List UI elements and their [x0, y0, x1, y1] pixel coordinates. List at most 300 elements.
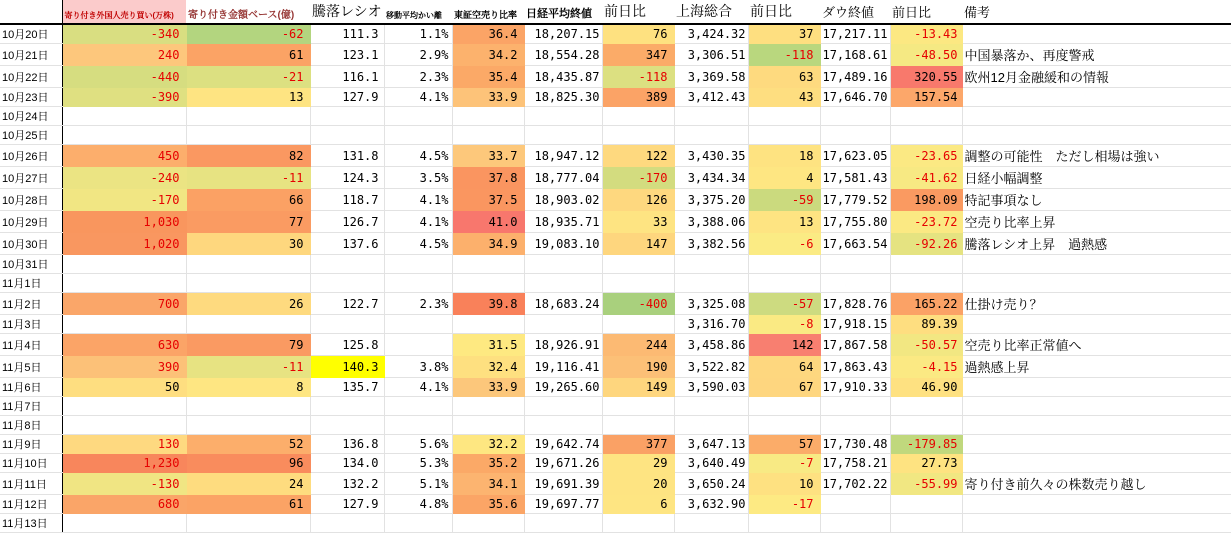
- table-cell[interactable]: [524, 126, 602, 145]
- table-cell[interactable]: 61: [186, 44, 310, 66]
- row-date[interactable]: 10月29日: [0, 211, 62, 233]
- table-cell[interactable]: -118: [748, 44, 820, 66]
- table-cell[interactable]: -62: [186, 24, 310, 44]
- table-cell[interactable]: [452, 397, 524, 416]
- table-cell[interactable]: 17,910.33: [820, 378, 890, 397]
- table-cell[interactable]: 82: [186, 145, 310, 167]
- row-date[interactable]: 11月13日: [0, 514, 62, 533]
- table-cell[interactable]: 50: [62, 378, 186, 397]
- table-cell[interactable]: 18,777.04: [524, 167, 602, 189]
- table-cell[interactable]: 4: [748, 167, 820, 189]
- table-cell[interactable]: 4.1%: [384, 189, 452, 211]
- row-date[interactable]: 11月3日: [0, 315, 62, 334]
- header-cell[interactable]: 東証空売り比率: [452, 0, 524, 24]
- table-cell[interactable]: 3,424.32: [674, 24, 748, 44]
- table-cell[interactable]: 32.2: [452, 435, 524, 454]
- table-cell[interactable]: 19,083.10: [524, 233, 602, 255]
- remark-cell[interactable]: 空売り比率上昇: [962, 211, 1231, 233]
- table-cell[interactable]: 111.3: [310, 24, 384, 44]
- table-cell[interactable]: 157.54: [890, 88, 962, 107]
- table-cell[interactable]: 33.7: [452, 145, 524, 167]
- table-cell[interactable]: 127.9: [310, 495, 384, 514]
- table-cell[interactable]: 96: [186, 454, 310, 473]
- table-cell[interactable]: 4.5%: [384, 233, 452, 255]
- remark-cell[interactable]: 特記事項なし: [962, 189, 1231, 211]
- table-cell[interactable]: 17,918.15: [820, 315, 890, 334]
- table-cell[interactable]: 17,623.05: [820, 145, 890, 167]
- remark-cell[interactable]: [962, 88, 1231, 107]
- table-cell[interactable]: -57: [748, 293, 820, 315]
- table-cell[interactable]: 18,207.15: [524, 24, 602, 44]
- table-cell[interactable]: [62, 514, 186, 533]
- table-cell[interactable]: 43: [748, 88, 820, 107]
- table-cell[interactable]: -170: [62, 189, 186, 211]
- table-cell[interactable]: [890, 514, 962, 533]
- table-cell[interactable]: -170: [602, 167, 674, 189]
- table-cell[interactable]: [62, 274, 186, 293]
- table-cell[interactable]: -179.85: [890, 435, 962, 454]
- table-cell[interactable]: 390: [62, 356, 186, 378]
- table-cell[interactable]: 37.5: [452, 189, 524, 211]
- table-cell[interactable]: [602, 397, 674, 416]
- table-cell[interactable]: 39.8: [452, 293, 524, 315]
- remark-cell[interactable]: 中国暴落か、再度警戒: [962, 44, 1231, 66]
- table-cell[interactable]: [820, 416, 890, 435]
- table-cell[interactable]: [820, 495, 890, 514]
- header-cell[interactable]: 移動平均かい離: [384, 0, 452, 24]
- row-date[interactable]: 10月28日: [0, 189, 62, 211]
- table-cell[interactable]: 18,903.02: [524, 189, 602, 211]
- header-cell[interactable]: 前日比: [748, 0, 820, 24]
- table-cell[interactable]: [820, 107, 890, 126]
- table-cell[interactable]: 1,020: [62, 233, 186, 255]
- table-cell[interactable]: 30: [186, 233, 310, 255]
- table-cell[interactable]: [186, 315, 310, 334]
- table-cell[interactable]: 34.2: [452, 44, 524, 66]
- table-cell[interactable]: [820, 514, 890, 533]
- table-cell[interactable]: 198.09: [890, 189, 962, 211]
- table-cell[interactable]: 3,647.13: [674, 435, 748, 454]
- header-cell[interactable]: ダウ終値: [820, 0, 890, 24]
- table-cell[interactable]: 3,640.49: [674, 454, 748, 473]
- table-cell[interactable]: 4.5%: [384, 145, 452, 167]
- table-cell[interactable]: [524, 315, 602, 334]
- table-cell[interactable]: 700: [62, 293, 186, 315]
- table-cell[interactable]: [602, 107, 674, 126]
- table-cell[interactable]: 125.8: [310, 334, 384, 356]
- table-cell[interactable]: 18: [748, 145, 820, 167]
- table-cell[interactable]: -7: [748, 454, 820, 473]
- table-cell[interactable]: -11: [186, 356, 310, 378]
- table-cell[interactable]: 17,702.22: [820, 473, 890, 495]
- table-cell[interactable]: [186, 514, 310, 533]
- table-cell[interactable]: 33.9: [452, 378, 524, 397]
- table-cell[interactable]: 18,935.71: [524, 211, 602, 233]
- row-date[interactable]: 10月20日: [0, 24, 62, 44]
- table-cell[interactable]: 66: [186, 189, 310, 211]
- table-cell[interactable]: 19,116.41: [524, 356, 602, 378]
- table-cell[interactable]: 135.7: [310, 378, 384, 397]
- table-cell[interactable]: 18,926.91: [524, 334, 602, 356]
- table-cell[interactable]: [890, 126, 962, 145]
- table-cell[interactable]: 18,435.87: [524, 66, 602, 88]
- table-cell[interactable]: -390: [62, 88, 186, 107]
- row-date[interactable]: 11月2日: [0, 293, 62, 315]
- table-cell[interactable]: 36.4: [452, 24, 524, 44]
- table-cell[interactable]: [674, 416, 748, 435]
- remark-cell[interactable]: 過熱感上昇: [962, 356, 1231, 378]
- table-cell[interactable]: 165.22: [890, 293, 962, 315]
- table-cell[interactable]: [62, 397, 186, 416]
- table-cell[interactable]: 136.8: [310, 435, 384, 454]
- table-cell[interactable]: [62, 126, 186, 145]
- table-cell[interactable]: 17,663.54: [820, 233, 890, 255]
- table-cell[interactable]: 116.1: [310, 66, 384, 88]
- table-cell[interactable]: 377: [602, 435, 674, 454]
- table-cell[interactable]: [524, 255, 602, 274]
- row-date[interactable]: 10月22日: [0, 66, 62, 88]
- table-cell[interactable]: 3,430.35: [674, 145, 748, 167]
- remark-cell[interactable]: 仕掛け売り？: [962, 293, 1231, 315]
- remark-cell[interactable]: 騰落レシオ上昇 過熱感: [962, 233, 1231, 255]
- table-cell[interactable]: 31.5: [452, 334, 524, 356]
- table-cell[interactable]: -48.50: [890, 44, 962, 66]
- table-cell[interactable]: [452, 126, 524, 145]
- row-date[interactable]: 11月1日: [0, 274, 62, 293]
- table-cell[interactable]: [310, 315, 384, 334]
- table-cell[interactable]: 3,388.06: [674, 211, 748, 233]
- table-cell[interactable]: -4.15: [890, 356, 962, 378]
- table-cell[interactable]: [524, 107, 602, 126]
- table-cell[interactable]: -130: [62, 473, 186, 495]
- table-cell[interactable]: [384, 107, 452, 126]
- table-cell[interactable]: 3.5%: [384, 167, 452, 189]
- row-date[interactable]: 10月27日: [0, 167, 62, 189]
- table-cell[interactable]: 32.4: [452, 356, 524, 378]
- remark-cell[interactable]: 寄り付き前久々の株数売り越し: [962, 473, 1231, 495]
- table-cell[interactable]: 123.1: [310, 44, 384, 66]
- table-cell[interactable]: 35.6: [452, 495, 524, 514]
- table-cell[interactable]: -400: [602, 293, 674, 315]
- table-cell[interactable]: [748, 274, 820, 293]
- table-cell[interactable]: [524, 397, 602, 416]
- table-cell[interactable]: 1.1%: [384, 24, 452, 44]
- table-cell[interactable]: 126: [602, 189, 674, 211]
- table-cell[interactable]: [748, 514, 820, 533]
- table-cell[interactable]: [452, 107, 524, 126]
- table-cell[interactable]: 131.8: [310, 145, 384, 167]
- table-cell[interactable]: 46.90: [890, 378, 962, 397]
- row-date[interactable]: 10月24日: [0, 107, 62, 126]
- table-cell[interactable]: -8: [748, 315, 820, 334]
- remark-cell[interactable]: [962, 255, 1231, 274]
- table-cell[interactable]: -41.62: [890, 167, 962, 189]
- table-cell[interactable]: -55.99: [890, 473, 962, 495]
- remark-cell[interactable]: [962, 416, 1231, 435]
- table-cell[interactable]: 19,691.39: [524, 473, 602, 495]
- row-date[interactable]: 11月6日: [0, 378, 62, 397]
- table-cell[interactable]: 4.1%: [384, 88, 452, 107]
- table-cell[interactable]: 64: [748, 356, 820, 378]
- table-cell[interactable]: 17,168.61: [820, 44, 890, 66]
- table-cell[interactable]: 17,779.52: [820, 189, 890, 211]
- table-cell[interactable]: 3,632.90: [674, 495, 748, 514]
- table-cell[interactable]: 149: [602, 378, 674, 397]
- table-cell[interactable]: 13: [748, 211, 820, 233]
- header-cell[interactable]: 騰落レシオ: [310, 0, 384, 24]
- table-cell[interactable]: 76: [602, 24, 674, 44]
- table-cell[interactable]: 17,828.76: [820, 293, 890, 315]
- row-date[interactable]: 11月12日: [0, 495, 62, 514]
- header-cell[interactable]: 日経平均終値: [524, 0, 602, 24]
- table-cell[interactable]: 3,369.58: [674, 66, 748, 88]
- table-cell[interactable]: 3,434.34: [674, 167, 748, 189]
- remark-cell[interactable]: [962, 126, 1231, 145]
- table-cell[interactable]: -13.43: [890, 24, 962, 44]
- table-cell[interactable]: -59: [748, 189, 820, 211]
- table-cell[interactable]: 450: [62, 145, 186, 167]
- table-cell[interactable]: 19,671.26: [524, 454, 602, 473]
- table-cell[interactable]: 63: [748, 66, 820, 88]
- table-cell[interactable]: [748, 416, 820, 435]
- table-cell[interactable]: 18,554.28: [524, 44, 602, 66]
- table-cell[interactable]: 240: [62, 44, 186, 66]
- table-cell[interactable]: 5.1%: [384, 473, 452, 495]
- table-cell[interactable]: [62, 416, 186, 435]
- table-cell[interactable]: 35.4: [452, 66, 524, 88]
- table-cell[interactable]: 79: [186, 334, 310, 356]
- row-date[interactable]: 10月30日: [0, 233, 62, 255]
- table-cell[interactable]: 17,730.48: [820, 435, 890, 454]
- table-cell[interactable]: [890, 255, 962, 274]
- table-cell[interactable]: 142: [748, 334, 820, 356]
- table-cell[interactable]: 4.8%: [384, 495, 452, 514]
- table-cell[interactable]: [310, 274, 384, 293]
- table-cell[interactable]: [384, 397, 452, 416]
- remark-cell[interactable]: 調整の可能性 ただし相場は強い: [962, 145, 1231, 167]
- table-cell[interactable]: [674, 107, 748, 126]
- table-cell[interactable]: [674, 514, 748, 533]
- table-cell[interactable]: -21: [186, 66, 310, 88]
- table-cell[interactable]: [890, 274, 962, 293]
- table-cell[interactable]: 3,382.56: [674, 233, 748, 255]
- table-cell[interactable]: [310, 126, 384, 145]
- table-cell[interactable]: 33.9: [452, 88, 524, 107]
- table-cell[interactable]: 132.2: [310, 473, 384, 495]
- table-cell[interactable]: [384, 416, 452, 435]
- table-cell[interactable]: [186, 126, 310, 145]
- table-cell[interactable]: -23.65: [890, 145, 962, 167]
- table-cell[interactable]: 3,458.86: [674, 334, 748, 356]
- table-cell[interactable]: [748, 107, 820, 126]
- table-cell[interactable]: 118.7: [310, 189, 384, 211]
- table-cell[interactable]: 122: [602, 145, 674, 167]
- table-cell[interactable]: 17,755.80: [820, 211, 890, 233]
- header-cell[interactable]: 寄り付き外国人売り買い(万株): [62, 0, 186, 24]
- table-cell[interactable]: [748, 397, 820, 416]
- table-cell[interactable]: -118: [602, 66, 674, 88]
- table-cell[interactable]: 29: [602, 454, 674, 473]
- table-cell[interactable]: -23.72: [890, 211, 962, 233]
- table-cell[interactable]: 18,683.24: [524, 293, 602, 315]
- table-cell[interactable]: 5.6%: [384, 435, 452, 454]
- row-date[interactable]: 11月8日: [0, 416, 62, 435]
- remark-cell[interactable]: 日経小幅調整: [962, 167, 1231, 189]
- table-cell[interactable]: [820, 126, 890, 145]
- table-cell[interactable]: [524, 514, 602, 533]
- table-cell[interactable]: 3,316.70: [674, 315, 748, 334]
- table-cell[interactable]: 57: [748, 435, 820, 454]
- table-cell[interactable]: 122.7: [310, 293, 384, 315]
- table-cell[interactable]: [748, 126, 820, 145]
- header-cell[interactable]: 備考: [962, 0, 1231, 24]
- table-cell[interactable]: 18,825.30: [524, 88, 602, 107]
- table-cell[interactable]: [890, 416, 962, 435]
- remark-cell[interactable]: [962, 24, 1231, 44]
- table-cell[interactable]: 67: [748, 378, 820, 397]
- table-cell[interactable]: 26: [186, 293, 310, 315]
- table-cell[interactable]: 52: [186, 435, 310, 454]
- table-cell[interactable]: [452, 416, 524, 435]
- remark-cell[interactable]: 欧州12月金融緩和の情報: [962, 66, 1231, 88]
- table-cell[interactable]: 19,642.74: [524, 435, 602, 454]
- table-cell[interactable]: 17,489.16: [820, 66, 890, 88]
- table-cell[interactable]: 190: [602, 356, 674, 378]
- row-date[interactable]: 10月26日: [0, 145, 62, 167]
- table-cell[interactable]: [310, 416, 384, 435]
- remark-cell[interactable]: [962, 378, 1231, 397]
- row-date[interactable]: 11月10日: [0, 454, 62, 473]
- table-cell[interactable]: 13: [186, 88, 310, 107]
- table-cell[interactable]: [384, 274, 452, 293]
- table-cell[interactable]: 17,758.21: [820, 454, 890, 473]
- table-cell[interactable]: 140.3: [310, 356, 384, 378]
- table-cell[interactable]: 24: [186, 473, 310, 495]
- table-cell[interactable]: 134.0: [310, 454, 384, 473]
- table-cell[interactable]: 347: [602, 44, 674, 66]
- table-cell[interactable]: -240: [62, 167, 186, 189]
- table-cell[interactable]: 33: [602, 211, 674, 233]
- table-cell[interactable]: 17,863.43: [820, 356, 890, 378]
- table-cell[interactable]: 124.3: [310, 167, 384, 189]
- table-cell[interactable]: 5.3%: [384, 454, 452, 473]
- table-cell[interactable]: [524, 274, 602, 293]
- row-date[interactable]: 11月5日: [0, 356, 62, 378]
- row-date[interactable]: 10月23日: [0, 88, 62, 107]
- table-cell[interactable]: [602, 255, 674, 274]
- table-cell[interactable]: 127.9: [310, 88, 384, 107]
- table-cell[interactable]: 19,265.60: [524, 378, 602, 397]
- remark-cell[interactable]: [962, 397, 1231, 416]
- table-cell[interactable]: 137.6: [310, 233, 384, 255]
- table-cell[interactable]: [186, 107, 310, 126]
- table-cell[interactable]: 244: [602, 334, 674, 356]
- table-cell[interactable]: 27.73: [890, 454, 962, 473]
- row-date[interactable]: 10月21日: [0, 44, 62, 66]
- table-cell[interactable]: [674, 255, 748, 274]
- table-cell[interactable]: 130: [62, 435, 186, 454]
- table-cell[interactable]: [452, 315, 524, 334]
- table-cell[interactable]: [310, 397, 384, 416]
- table-cell[interactable]: 320.55: [890, 66, 962, 88]
- table-cell[interactable]: [384, 315, 452, 334]
- table-cell[interactable]: 1,030: [62, 211, 186, 233]
- remark-cell[interactable]: [962, 514, 1231, 533]
- corner-cell[interactable]: [0, 0, 62, 24]
- header-cell[interactable]: 前日比: [602, 0, 674, 24]
- row-date[interactable]: 11月11日: [0, 473, 62, 495]
- table-cell[interactable]: [890, 397, 962, 416]
- table-cell[interactable]: 3,650.24: [674, 473, 748, 495]
- table-cell[interactable]: [186, 274, 310, 293]
- table-cell[interactable]: [820, 397, 890, 416]
- remark-cell[interactable]: [962, 495, 1231, 514]
- row-date[interactable]: 11月7日: [0, 397, 62, 416]
- table-cell[interactable]: -6: [748, 233, 820, 255]
- table-cell[interactable]: [310, 514, 384, 533]
- table-cell[interactable]: 17,646.70: [820, 88, 890, 107]
- table-cell[interactable]: 389: [602, 88, 674, 107]
- remark-cell[interactable]: 空売り比率正常値へ: [962, 334, 1231, 356]
- table-cell[interactable]: 20: [602, 473, 674, 495]
- table-cell[interactable]: 4.1%: [384, 211, 452, 233]
- table-cell[interactable]: 2.9%: [384, 44, 452, 66]
- table-cell[interactable]: [452, 274, 524, 293]
- table-cell[interactable]: [186, 416, 310, 435]
- remark-cell[interactable]: [962, 315, 1231, 334]
- table-cell[interactable]: 6: [602, 495, 674, 514]
- table-cell[interactable]: 37.8: [452, 167, 524, 189]
- table-cell[interactable]: [310, 255, 384, 274]
- table-cell[interactable]: [62, 107, 186, 126]
- table-cell[interactable]: 3,375.20: [674, 189, 748, 211]
- table-cell[interactable]: [602, 126, 674, 145]
- table-cell[interactable]: 3.8%: [384, 356, 452, 378]
- table-cell[interactable]: [602, 274, 674, 293]
- table-cell[interactable]: 2.3%: [384, 66, 452, 88]
- table-cell[interactable]: 3,522.82: [674, 356, 748, 378]
- table-cell[interactable]: 77: [186, 211, 310, 233]
- table-cell[interactable]: [820, 255, 890, 274]
- table-cell[interactable]: [384, 334, 452, 356]
- table-cell[interactable]: -92.26: [890, 233, 962, 255]
- table-cell[interactable]: [890, 495, 962, 514]
- table-cell[interactable]: -440: [62, 66, 186, 88]
- table-cell[interactable]: [452, 255, 524, 274]
- table-cell[interactable]: -340: [62, 24, 186, 44]
- table-cell[interactable]: [452, 514, 524, 533]
- row-date[interactable]: 11月4日: [0, 334, 62, 356]
- table-cell[interactable]: 17,217.11: [820, 24, 890, 44]
- table-cell[interactable]: [890, 107, 962, 126]
- table-cell[interactable]: 4.1%: [384, 378, 452, 397]
- table-cell[interactable]: [674, 274, 748, 293]
- table-cell[interactable]: -11: [186, 167, 310, 189]
- table-cell[interactable]: 19,697.77: [524, 495, 602, 514]
- table-cell[interactable]: [384, 514, 452, 533]
- remark-cell[interactable]: [962, 274, 1231, 293]
- table-cell[interactable]: [524, 416, 602, 435]
- table-cell[interactable]: 10: [748, 473, 820, 495]
- header-cell[interactable]: 前日比: [890, 0, 962, 24]
- table-cell[interactable]: 89.39: [890, 315, 962, 334]
- remark-cell[interactable]: [962, 435, 1231, 454]
- table-cell[interactable]: 34.1: [452, 473, 524, 495]
- table-cell[interactable]: [820, 274, 890, 293]
- table-cell[interactable]: [186, 255, 310, 274]
- table-cell[interactable]: 680: [62, 495, 186, 514]
- table-cell[interactable]: 3,306.51: [674, 44, 748, 66]
